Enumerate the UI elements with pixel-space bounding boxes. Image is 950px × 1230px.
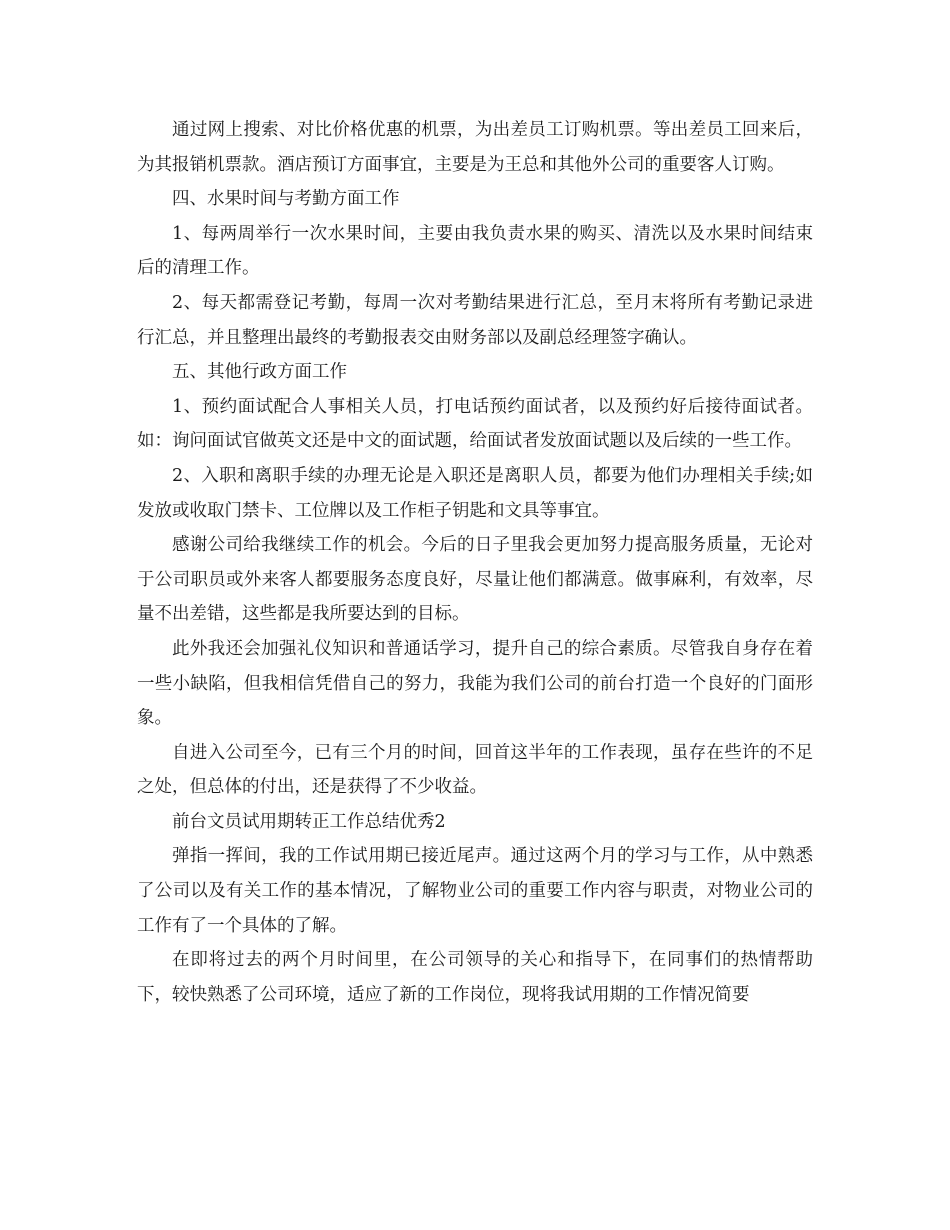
paragraph-flight-booking: 通过网上搜索、对比价格优惠的机票，为出差员工订购机票。等出差员工回来后，为其报销机票款。酒店预订方面事宜，主要是为王总和其他外公司的重要客人订购。 [137, 120, 813, 175]
paragraph-improvement: 此外我还会加强礼仪知识和普通话学习，提升自己的综合素质。尽管我自身存在着一些小缺陷，但我相信凭借自己的努力，我能为我们公司的前台打造一个良好的门面形象。 [137, 638, 813, 729]
paragraph-fruit-time: 1、每两周举行一次水果时间，主要由我负责水果的购买、清洗以及水果时间结束后的清理工作。 [137, 223, 813, 279]
paragraph-probation-ending: 弹指一挥间，我的工作试用期已接近尾声。通过这两个月的学习与工作，从中熟悉了公司以及有关工作的基本情况，了解物业公司的重要工作内容与职责，对物业公司的工作有了一个具体的了解。 [137, 846, 813, 936]
paragraph-thanks: 感谢公司给我继续工作的机会。今后的日子里我会更加努力提高服务质量，无论对于公司职员或外来客人都要服务态度良好，尽量让他们都满意。做事麻利，有效率，尽量不出差错，这些都是我所要达到的目标。 [137, 535, 813, 625]
paragraph-attendance: 2、每天都需登记考勤，每周一次对考勤结果进行汇总，至月末将所有考勤记录进行汇总，并且整理出最终的考勤报表交由财务部以及副总经理签字确认。 [137, 292, 813, 348]
paragraph-two-months: 在即将过去的两个月时间里，在公司领导的关心和指导下，在同事们的热情帮助下，较快熟悉了公司环境，适应了新的工作岗位，现将我试用期的工作情况简要 [137, 950, 813, 1005]
paragraph-review: 自进入公司至今，已有三个月的时间，回首这半年的工作表现，虽存在些许的不足之处，但总体的付出，还是获得了不少收益。 [137, 742, 813, 798]
section-heading-other-admin: 五、其他行政方面工作 [172, 362, 347, 383]
section-title-summary-2: 前台文员试用期转正工作总结优秀2 [172, 811, 446, 832]
paragraph-interview: 1、预约面试配合人事相关人员，打电话预约面试者，以及预约好后接待面试者。如：询问面试官做英文还是中文的面试题，给面试者发放面试题以及后续的一些工作。 [137, 396, 813, 452]
paragraph-onboarding: 2、入职和离职手续的办理无论是入职还是离职人员，都要为他们办理相关手续;如发放或收取门禁卡、工位牌以及工作柜子钥匙和文具等事宜。 [137, 465, 813, 521]
section-heading-fruit-attendance: 四、水果时间与考勤方面工作 [172, 189, 400, 210]
document-body [137, 113, 813, 1012]
